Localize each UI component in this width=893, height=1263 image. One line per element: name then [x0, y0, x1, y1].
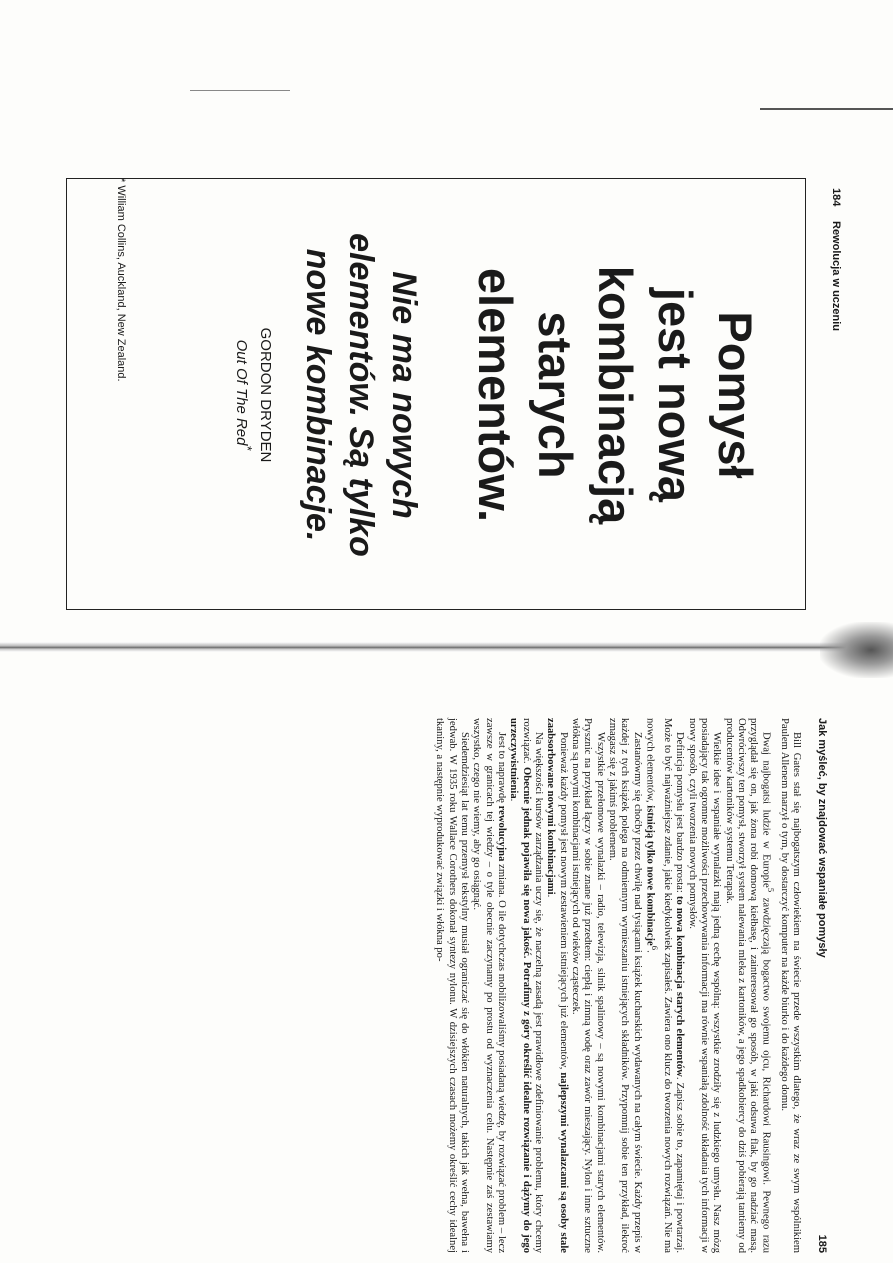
footnote-ref: 6	[649, 945, 660, 951]
paragraph: Bill Gates stał się najbogatszym człowiekiem na świecie przede wszystkim dlatego, że wraz ze swym wspólnikiem Paulem Allenem marzył o tym, by dostarczyć komputer na każde biurko i do każdego domu.	[778, 718, 802, 1253]
footnote-ref: 5	[766, 887, 777, 893]
quote-line: kombinacją	[589, 265, 642, 525]
page-number-left: 184	[830, 188, 842, 207]
scan-streak-right	[760, 108, 893, 110]
page-number-right: 185	[816, 1234, 828, 1253]
italic-quote	[296, 179, 425, 611]
italic-line: nowe kombinacje.	[299, 248, 337, 542]
paragraph: Jest to naprawdę rewolucyjna zmiana. O ile dotychczas mobilizowaliśmy posiadaną wiedzę, by rozwiązać problem – lecz zawsze w granicach tej wiedzy – o tyle obecnie zaczynamy po prostu od wyznaczenia celu. Następnie zaś zestawiamy wszystko, czego nie wiemy, aby go osiągnąć.	[471, 718, 508, 1253]
quote-line: starych	[529, 311, 582, 479]
quote-line: jest nową	[649, 287, 702, 503]
running-head-left	[824, 188, 842, 638]
quote-box	[66, 178, 806, 610]
paragraph: Ponieważ każdy pomysł jest nowym zestawieniem istniejących już elementów, najlepszymi wynalazcami są osoby stale zaabsorbowane nowymi kombinacjami.	[545, 718, 569, 1253]
running-head-right	[810, 718, 828, 1253]
running-title-left: Rewolucja w uczeniu	[830, 221, 842, 332]
quote-book: Out Of The Red*	[233, 339, 254, 451]
footnote-left: * William Collins, Auckland, New Zealand.	[115, 178, 127, 382]
paragraph: Wielkie idee i wspaniałe wynalazki mają jedną cechę wspólną: wszystkie zrodziły się z ludzkiego umysłu. Nasz mózg posiadający tak ogromne możliwości przechowywania informacji ma równie wspaniałą zdolność układania tych informacji w nowy sposób, czyli tworzenia nowych pomysłów.	[686, 718, 723, 1253]
paragraph: Definicja pomysłu jest bardzo prosta: to nowa kombinacja starych elementów. Zapisz sobie to, zapamiętaj i powtarzaj. Może to być najważniejsze zdanie, jakie kiedykolwiek zapisałeś. Zawiera ono klucz do tworzenia nowych rozwiązań. Nie ma nowych elementów, istnieją tylko nowe kombinacje$^6$.	[644, 718, 686, 1253]
running-title-right: Jak myśleć, by znajdować wspaniałe pomysły	[816, 718, 828, 958]
quote-credit	[232, 179, 275, 611]
body-text	[433, 718, 802, 1253]
paragraph: Zastanówmy się choćby przez chwilę nad tysiącami książek kucharskich wydawanych na całym świecie. Każdy przepis w każdej z tych książek polega na odmiennym wymieszaniu istniejących składników. Przypomnij sobie ten przykład, ilekroć zmagasz się z jakimś problemem.	[607, 718, 643, 1253]
page-right	[68, 718, 828, 1253]
page-fold	[0, 642, 893, 652]
quote-author: GORDON DRYDEN	[257, 327, 274, 463]
main-quote	[465, 179, 765, 611]
italic-line: elementów. Są tylko	[342, 233, 380, 557]
paragraph: Dwaj najbogatsi ludzie w Europie$^5$ zawdzięczają bogactwo swojemu ojcu, Richardowi Rausingowi. Pewnego razu przyglądał się on, jak żona robi domową kiełbasę, i zainteresował go sposób, w jaki odsuwa flak, by go nadziać masą. Odwróciwszy ten pomysł, stworzył system nalewania mleka z kartoników, a jego spadkobiercy do dziś pobierają tantiemy od producentów kartoników systemu Tetrapak.	[723, 718, 777, 1254]
italic-line: Nie ma nowych	[385, 271, 423, 519]
paragraph: Na większości kursów zarządzania uczy się, że naczelną zasadą jest prawidłowe zdefiniowanie problemu, który chcemy rozwiązać. Obecnie jednak pojawiła się nowa jakość. Potrafimy z góry określić idealne rozwiązanie i dążymy do jego urzeczywistnienia.	[508, 718, 545, 1254]
scan-streak-top	[190, 90, 290, 91]
quote-line: Pomysł	[709, 311, 762, 479]
paragraph: Siedemdziesiąt lat temu przemysł tekstylny musiał ograniczać się do włókien naturalnych, takich jak wełna, bawełna i jedwab. W 1935 roku Wallace Corothers dokonał syntezy nylonu. W dzisiejszych czasach możemy określić cechy idealnej tkaniny, a następnie wyprodukować związki i włókna po-	[434, 718, 470, 1253]
paragraph: Wszystkie przełomowe wynalazki – radio, telewizja, silnik spalinowy – są nowymi kombinacjami starych elementów. Prysznic na przykład łączy w sobie znane już przedtem: ciepłą i zimną wodę oraz zawór mieszający. Nylon i inne sztuczne włókna są nowymi kombinacjami istniejących od wieków cząsteczek.	[570, 718, 606, 1253]
page-left	[62, 178, 842, 638]
quote-line: elementów.	[469, 267, 522, 523]
book-ref-mark: *	[240, 445, 254, 451]
